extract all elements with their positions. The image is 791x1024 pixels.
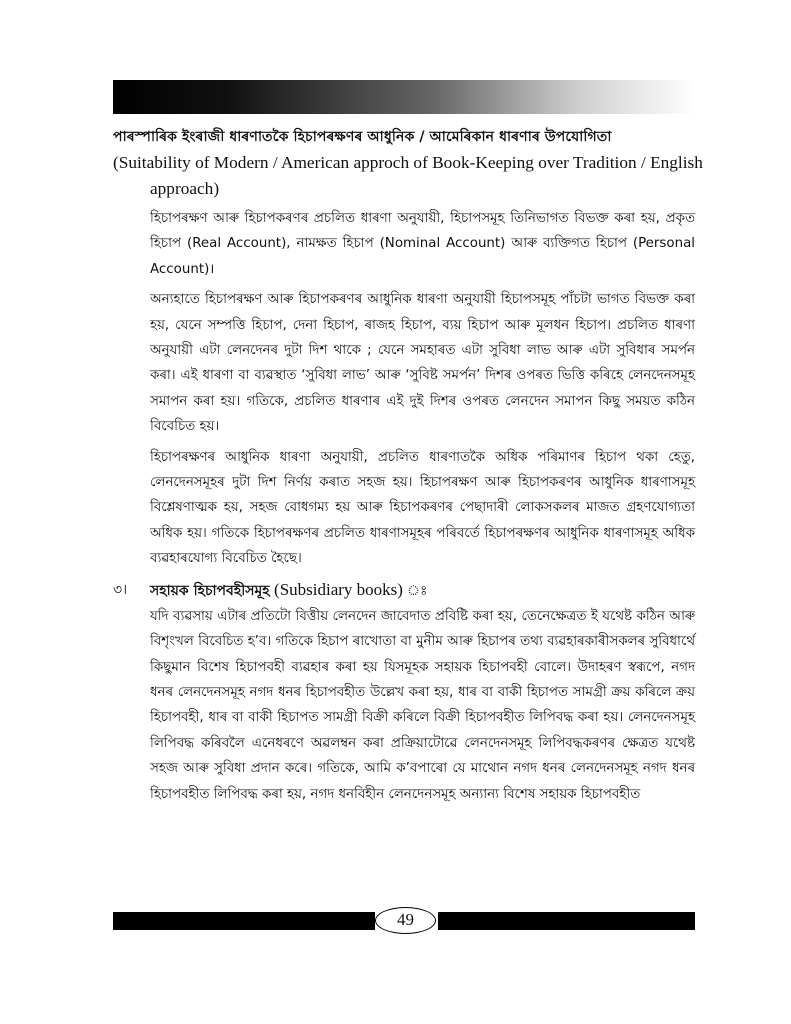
- paragraph-modern-concept: অন্যহাতে হিচাপৰক্ষণ আৰু হিচাপকৰণৰ আধুনিক ধাৰণা অনুযায়ী হিচাপসমূহ পাঁচটা ভাগত বিভক্ত কৰা হয়, যেনে সম্পত্তি হিচাপ, দেনা হিচাপ, ৰাজহ হিচাপ, ব্যয় হিচাপ আৰু মূলধন হিচাপ। প্ৰচলিত ধাৰণা অনুযায়ী এটা লেনদেনৰ দুটা দিশ থাকে ; যেনে সমহাৰত এটা সুবিধা লাভ আৰু এটা সুবিধাৰ সমৰ্পন কৰা। এই ধাৰণা বা ব্যৱস্থাত ‘সুবিধা লাভ’ আৰু ‘সুবিষ্ট সমৰ্পন’ দিশৰ ওপৰত ভিত্তি কৰিহে লেনদেনসমূহ সমাপন কৰা হয়। গতিকে, প্ৰচলিত ধাৰণাৰ এই দুই দিশৰ ওপৰত লেনদেন সমাপন কিছু সময়ত কঠিন বিবেচিত হয়।: [150, 292, 695, 435]
- page-content: [113, 124, 703, 812]
- footer-bar-right: [438, 912, 695, 930]
- page-number: 49: [375, 907, 436, 934]
- section-title-suffix: ঃ: [402, 582, 428, 599]
- heading-english-continued: approach): [150, 179, 220, 198]
- paragraph-advantages: হিচাপৰক্ষণৰ আধুনিক ধাৰণা অনুযায়ী, প্ৰচলিত ধাৰণাতকৈ অধিক পৰিমাণৰ হিচাপ থকা হেতু, লেনদেনসমূহৰ দুটা দিশ নিৰ্ণয় কৰাত সহজ হয়। হিচাপৰক্ষণ আৰু হিচাপকৰণৰ আধুনিক ধাৰণাসমূহ বিশ্লেষণাত্মক হয়, সহজ বোধগম্য হয় আৰু হিচাপকৰণৰ পেছাদাৰী লোকসকলৰ মাজত গ্ৰহণযোগ্যতা অধিক হয়। গতিকে হিচাপৰক্ষণৰ প্ৰচলিত ধাৰণাসমূহৰ পৰিবৰ্তে হিচাপৰক্ষণৰ আধুনিক ধাৰণাসমূহ অধিক ব্যৱহাৰযোগ্য বিবেচিত হৈছে।: [150, 449, 695, 567]
- section-number: ৩।: [113, 581, 128, 598]
- section-heading: [113, 577, 695, 604]
- section-title-english: (Subsidiary books): [274, 579, 403, 599]
- heading-english: (Suitability of Modern / American approch of Book-Keeping over Tradition / English: [113, 153, 703, 172]
- paragraph-traditional-concept: হিচাপৰক্ষণ আৰু হিচাপকৰণৰ প্ৰচলিত ধাৰণা অনুযায়ী, হিচাপসমূহ তিনিভাগত বিভক্ত কৰা হয়, প্ৰকৃত হিচাপ (Real Account), নামক্ষত হিচাপ (Nominal Account) আৰু ব্যক্তিগত হিচাপ (Personal Account)।: [150, 211, 695, 277]
- heading-bengali: পাৰস্পাৰিক ইংৰাজী ধাৰণাতকৈ হিচাপৰক্ষণৰ আধুনিক / আমেৰিকান ধাৰণাৰ উপযোগিতা: [113, 129, 612, 145]
- section-title: [113, 577, 695, 604]
- header-gradient-bar: [113, 80, 695, 114]
- paragraph-subsidiary-books: যদি ব্যৱসায় এটাৰ প্ৰতিটো বিত্তীয় লেনদেন জাবেদাত প্ৰবিষ্টি কৰা হয়, তেনেক্ষেত্ৰত ই যথেষ্ট কঠিন আৰু বিশৃংখল বিবেচিত হ’ব। গতিকে হিচাপ ৰাখোতা বা মুনীম আৰু হিচাপৰ তথ্য ব্যৱহাৰকাৰীসকলৰ সুবিধাৰ্থে কিছুমান বিশেষ হিচাপবহী ব্যৱহাৰ কৰা হয় যিসমূহক সহায়ক হিচাপবহী বোলে। উদাহৰণ স্বৰূপে, নগদ ধনৰ লেনদেনসমূহ নগদ ধনৰ হিচাপবহীত উল্লেখ কৰা হয়, ধাৰ বা বাকী হিচাপত সামগ্ৰী ক্ৰয় কৰিলে ক্ৰয় হিচাপবহী, ধাৰ বা বাকী হিচাপত সামগ্ৰী বিক্ৰী কৰিলে বিক্ৰী হিচাপবহীত লিপিবদ্ধ কৰা হয়। লেনদেনসমূহ লিপিবদ্ধ কৰিবলৈ এনেধৰণে অৱলম্বন কৰা প্ৰক্ৰিয়াটোৱে লেনদেনসমূহ লিপিবদ্ধকৰণৰ ক্ষেত্ৰত যথেষ্ট সহজ আৰু সুবিধা প্ৰদান কৰে। গতিকে, আমি ক’বপাৰো যে মাথোন নগদ ধনৰ লেনদেনসমূহ নগদ ধনৰ হিচাপবহীত লিপিবদ্ধ কৰা হয়, নগদ ধনবিহীন লেনদেনসমূহ অন্যান্য বিশেষ সহায়ক হিচাপবহীত: [150, 608, 695, 802]
- section-title-bengali: সহায়ক হিচাপবহীসমূহ: [150, 582, 270, 599]
- footer-bar-left: [113, 912, 375, 930]
